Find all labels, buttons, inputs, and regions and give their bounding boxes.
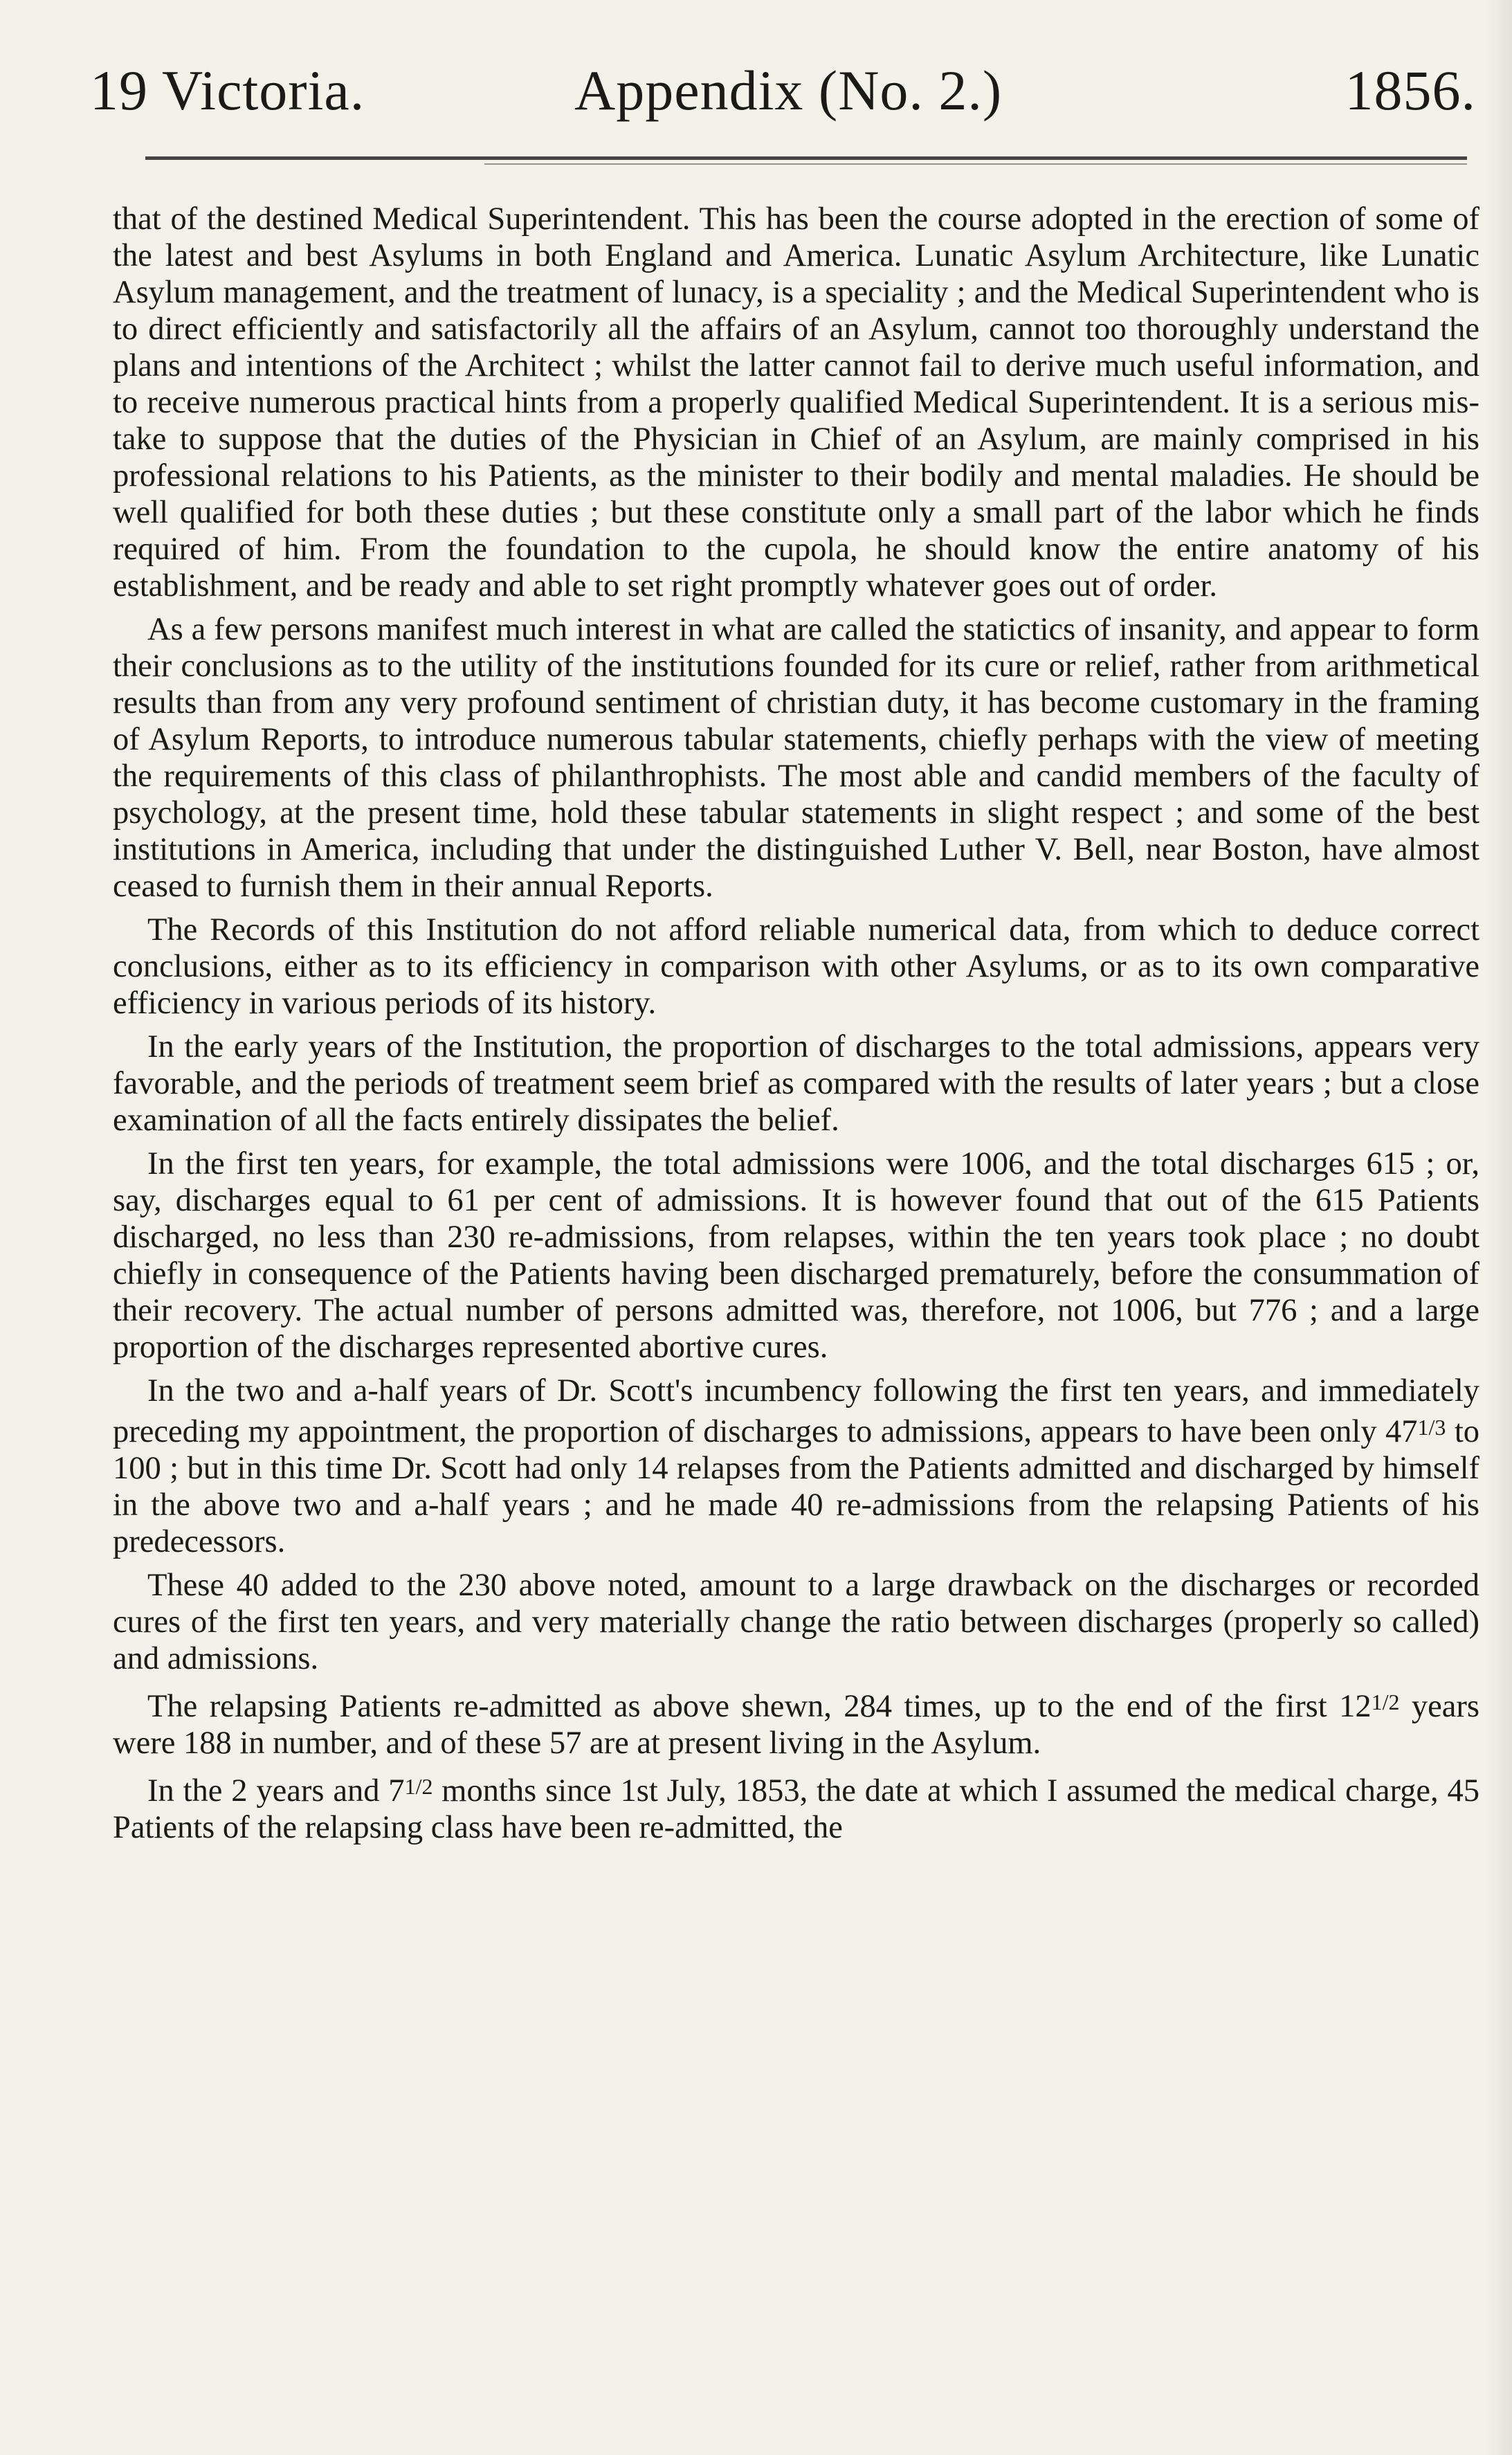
paragraph-9 [113,1768,1479,1846]
paragraph-9-text-after: months since 1st July, 1853, the date at which I assumed the medical charge, 45 Patients of the relapsing class have been re-admitted, the [113,1773,1479,1845]
paragraph-6 [113,1373,1479,1560]
paragraph-8-text-before: The relapsing Patients re-admitted as above shewn, 284 times, up to the end of the first 12 [147,1689,1372,1724]
page-header [90,48,1476,138]
paragraph-8 [113,1684,1479,1761]
header-rule [145,156,1467,160]
scan-edge-shading [1484,0,1512,2455]
paragraph-9-text-before: In the 2 years and 7 [147,1773,405,1809]
header-appendix: Appendix (No. 2.) [574,59,1003,122]
header-year: 1856. [1345,59,1476,122]
body-text [113,201,1479,1853]
paragraph-6-text-after: to 100 ; but in this time Dr. Scott had only 14 relapses from the Patients admitted and discharged by himself in the above two and a-half years ; and he made 40 re-admissions from the relapsing Patients of his predecessors. [113,1414,1480,1559]
paragraph-6-text-before: In the two and a-half years of Dr. Scott's incumbency following the first ten years, and immediately preceding my appointment, the proportion of discharges to admissions, appears to have been only 47 [113,1373,1479,1449]
fraction-one-third: 1/3 [1417,1415,1446,1440]
header-volume: 19 Victoria. [90,59,365,122]
paragraph-3: The Records of this Institution do not afford reliable numerical data, from which to deduce correct conclusions, either as to its efficiency in comparison with other Asylums, or as to its own comparative efficiency in various periods of its history. [113,912,1479,1021]
fraction-one-half-months: 1/2 [404,1774,433,1799]
paragraph-4: In the early years of the Institution, the proportion of discharges to the total admissions, appears very favorable, and the periods of treatment seem brief as compared with the results of later years ; but a close examination of all the facts entirely dissipates the belief. [113,1029,1479,1138]
paragraph-8-text-after: years were 188 in number, and of these 57 are at present living in the Asylum. [113,1689,1479,1761]
header-rule-secondary [484,163,1467,165]
paragraph-1: that of the destined Medical Superintendent. This has been the course adopted in the erection of some of the latest and best Asylums in both England and America. Lunatic Asylum Architecture, like Lunatic Asylum management, and the treatment of lunacy, is a speciality ; and the Medical Superintendent who is to direct efficiently and satisfactorily all the affairs of an Asylum, cannot too thoroughly understand the plans and intentions of the Architect ; whilst the latter cannot fail to derive much useful information, and to receive numerous practical hints from a properly qualified Medical Superintendent. It is a serious mistake to suppose that the duties of the Physician in Chief of an Asylum, are mainly comprised in his professional relations to his Patients, as the minister to their bodily and mental maladies. He should be well qualified for both these duties ; but these constitute only a small part of the labor which he finds required of him. From the foundation to the cupola, he should know the entire anatomy of his establishment, and be ready and able to set right promptly whatever goes out of order. [113,201,1479,604]
paragraph-2: As a few persons manifest much interest in what are called the statictics of insanity, and appear to form their conclusions as to the utility of the institutions founded for its cure or relief, rather from arithmetical results than from any very profound sentiment of christian duty, it has become customary in the framing of Asylum Reports, to introduce numerous tabular statements, chiefly perhaps with the view of meeting the requirements of this class of philanthrophists. The most able and candid members of the faculty of psychology, at the present time, hold these tabular statements in slight respect ; and some of the best institutions in America, including that under the distinguished Luther V. Bell, near Boston, have almost ceased to furnish them in their annual Reports. [113,612,1479,904]
paragraph-7: These 40 added to the 230 above noted, amount to a large drawback on the discharges or recorded cures of the first ten years, and very materially change the ratio between discharges (properly so called) and admissions. [113,1568,1479,1676]
fraction-one-half: 1/2 [1371,1689,1400,1714]
paragraph-5: In the first ten years, for example, the total admissions were 1006, and the total discharges 615 ; or, say, discharges equal to 61 per cent of admissions. It is however found that out of the 615 Patients discharged, no less than 230 re-admissions, from relapses, within the ten years took place ; no doubt chiefly in consequence of the Patients having been discharged prematurely, before the consummation of their recovery. The actual number of persons admitted was, therefore, not 1006, but 776 ; and a large proportion of the discharges represented abortive cures. [113,1146,1479,1365]
